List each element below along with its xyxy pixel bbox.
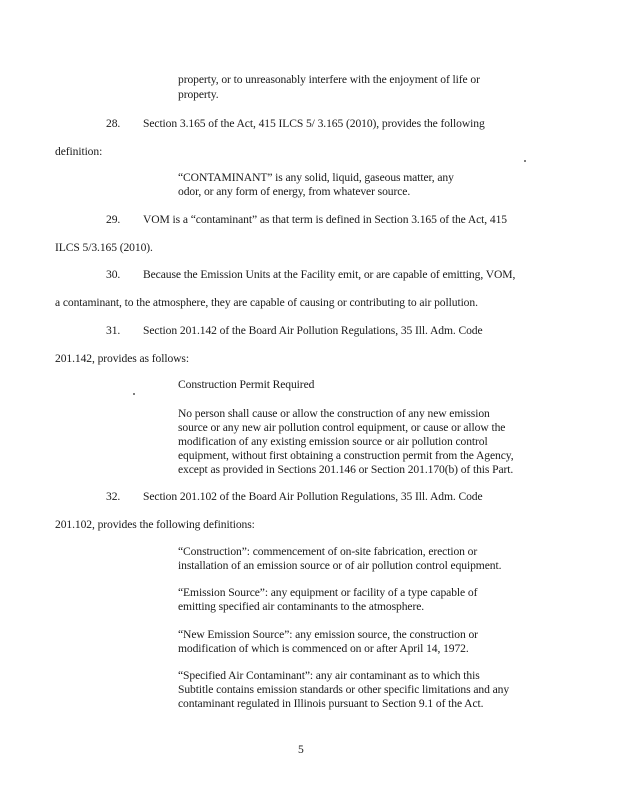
quote-28-line-2: odor, or any form of energy, from whatever source. [178,185,411,198]
definition-new-emission-source-line-1: “New Emission Source”: any emission source, the construction or [178,628,478,641]
para-29-line-1: VOM is a “contaminant” as that term is defined in Section 3.165 of the Act, 415 [143,213,507,226]
para-29-line-2: ILCS 5/3.165 (2010). [55,241,153,254]
definition-emission-source-line-2: emitting specified air contaminants to the atmosphere. [178,600,425,613]
speck-mark [133,393,135,395]
para-28-line-1: Section 3.165 of the Act, 415 ILCS 5/ 3.165 (2010), provides the following [143,117,485,130]
definition-emission-source-line-1: “Emission Source”: any equipment or facility of a type capable of [178,586,478,599]
para-31-line-1: Section 201.142 of the Board Air Pollution Regulations, 35 Ill. Adm. Code [143,324,483,337]
page-number: 5 [298,743,304,756]
definition-new-emission-source-line-2: modification of which is commenced on or after April 14, 1972. [178,642,469,655]
para-28-line-2: definition: [55,145,103,158]
quote-31-line-3: modification of any existing emission source or air pollution control [178,435,488,448]
speck-mark [524,160,526,162]
para-31-number: 31. [106,324,121,337]
para-30-number: 30. [106,268,121,281]
quote-31-line-1: No person shall cause or allow the construction of any new emission [178,407,490,420]
quote-31-line-4: equipment, without first obtaining a construction permit from the Agency, [178,449,514,462]
para-28-number: 28. [106,117,121,130]
definition-construction-line-1: “Construction”: commencement of on-site fabrication, erection or [178,545,478,558]
quote-31-heading: Construction Permit Required [178,378,315,391]
definition-construction-line-2: installation of an emission source or of air pollution control equipment. [178,559,502,572]
para-32-line-2: 201.102, provides the following definitions: [55,518,255,531]
para-30-line-2: a contaminant, to the atmosphere, they are capable of causing or contributing to air pollution. [55,296,478,309]
continuation-line-2: property. [178,88,219,101]
definition-specified-air-contaminant-line-3: contaminant regulated in Illinois pursuant to Section 9.1 of the Act. [178,697,484,710]
para-29-number: 29. [106,213,121,226]
para-31-line-2: 201.142, provides as follows: [55,352,189,365]
para-32-line-1: Section 201.102 of the Board Air Pollution Regulations, 35 Ill. Adm. Code [143,490,483,503]
quote-28-line-1: “CONTAMINANT” is any solid, liquid, gaseous matter, any [178,171,454,184]
quote-31-line-2: source or any new air pollution control equipment, or cause or allow the [178,421,506,434]
definition-specified-air-contaminant-line-2: Subtitle contains emission standards or other specific limitations and any [178,683,510,696]
definition-specified-air-contaminant-line-1: “Specified Air Contaminant”: any air contaminant as to which this [178,669,480,682]
para-32-number: 32. [106,490,121,503]
continuation-line-1: property, or to unreasonably interfere with the enjoyment of life or [178,73,480,86]
quote-31-line-5: except as provided in Sections 201.146 or Section 201.170(b) of this Part. [178,463,514,476]
para-30-line-1: Because the Emission Units at the Facility emit, or are capable of emitting, VOM, [143,268,516,281]
